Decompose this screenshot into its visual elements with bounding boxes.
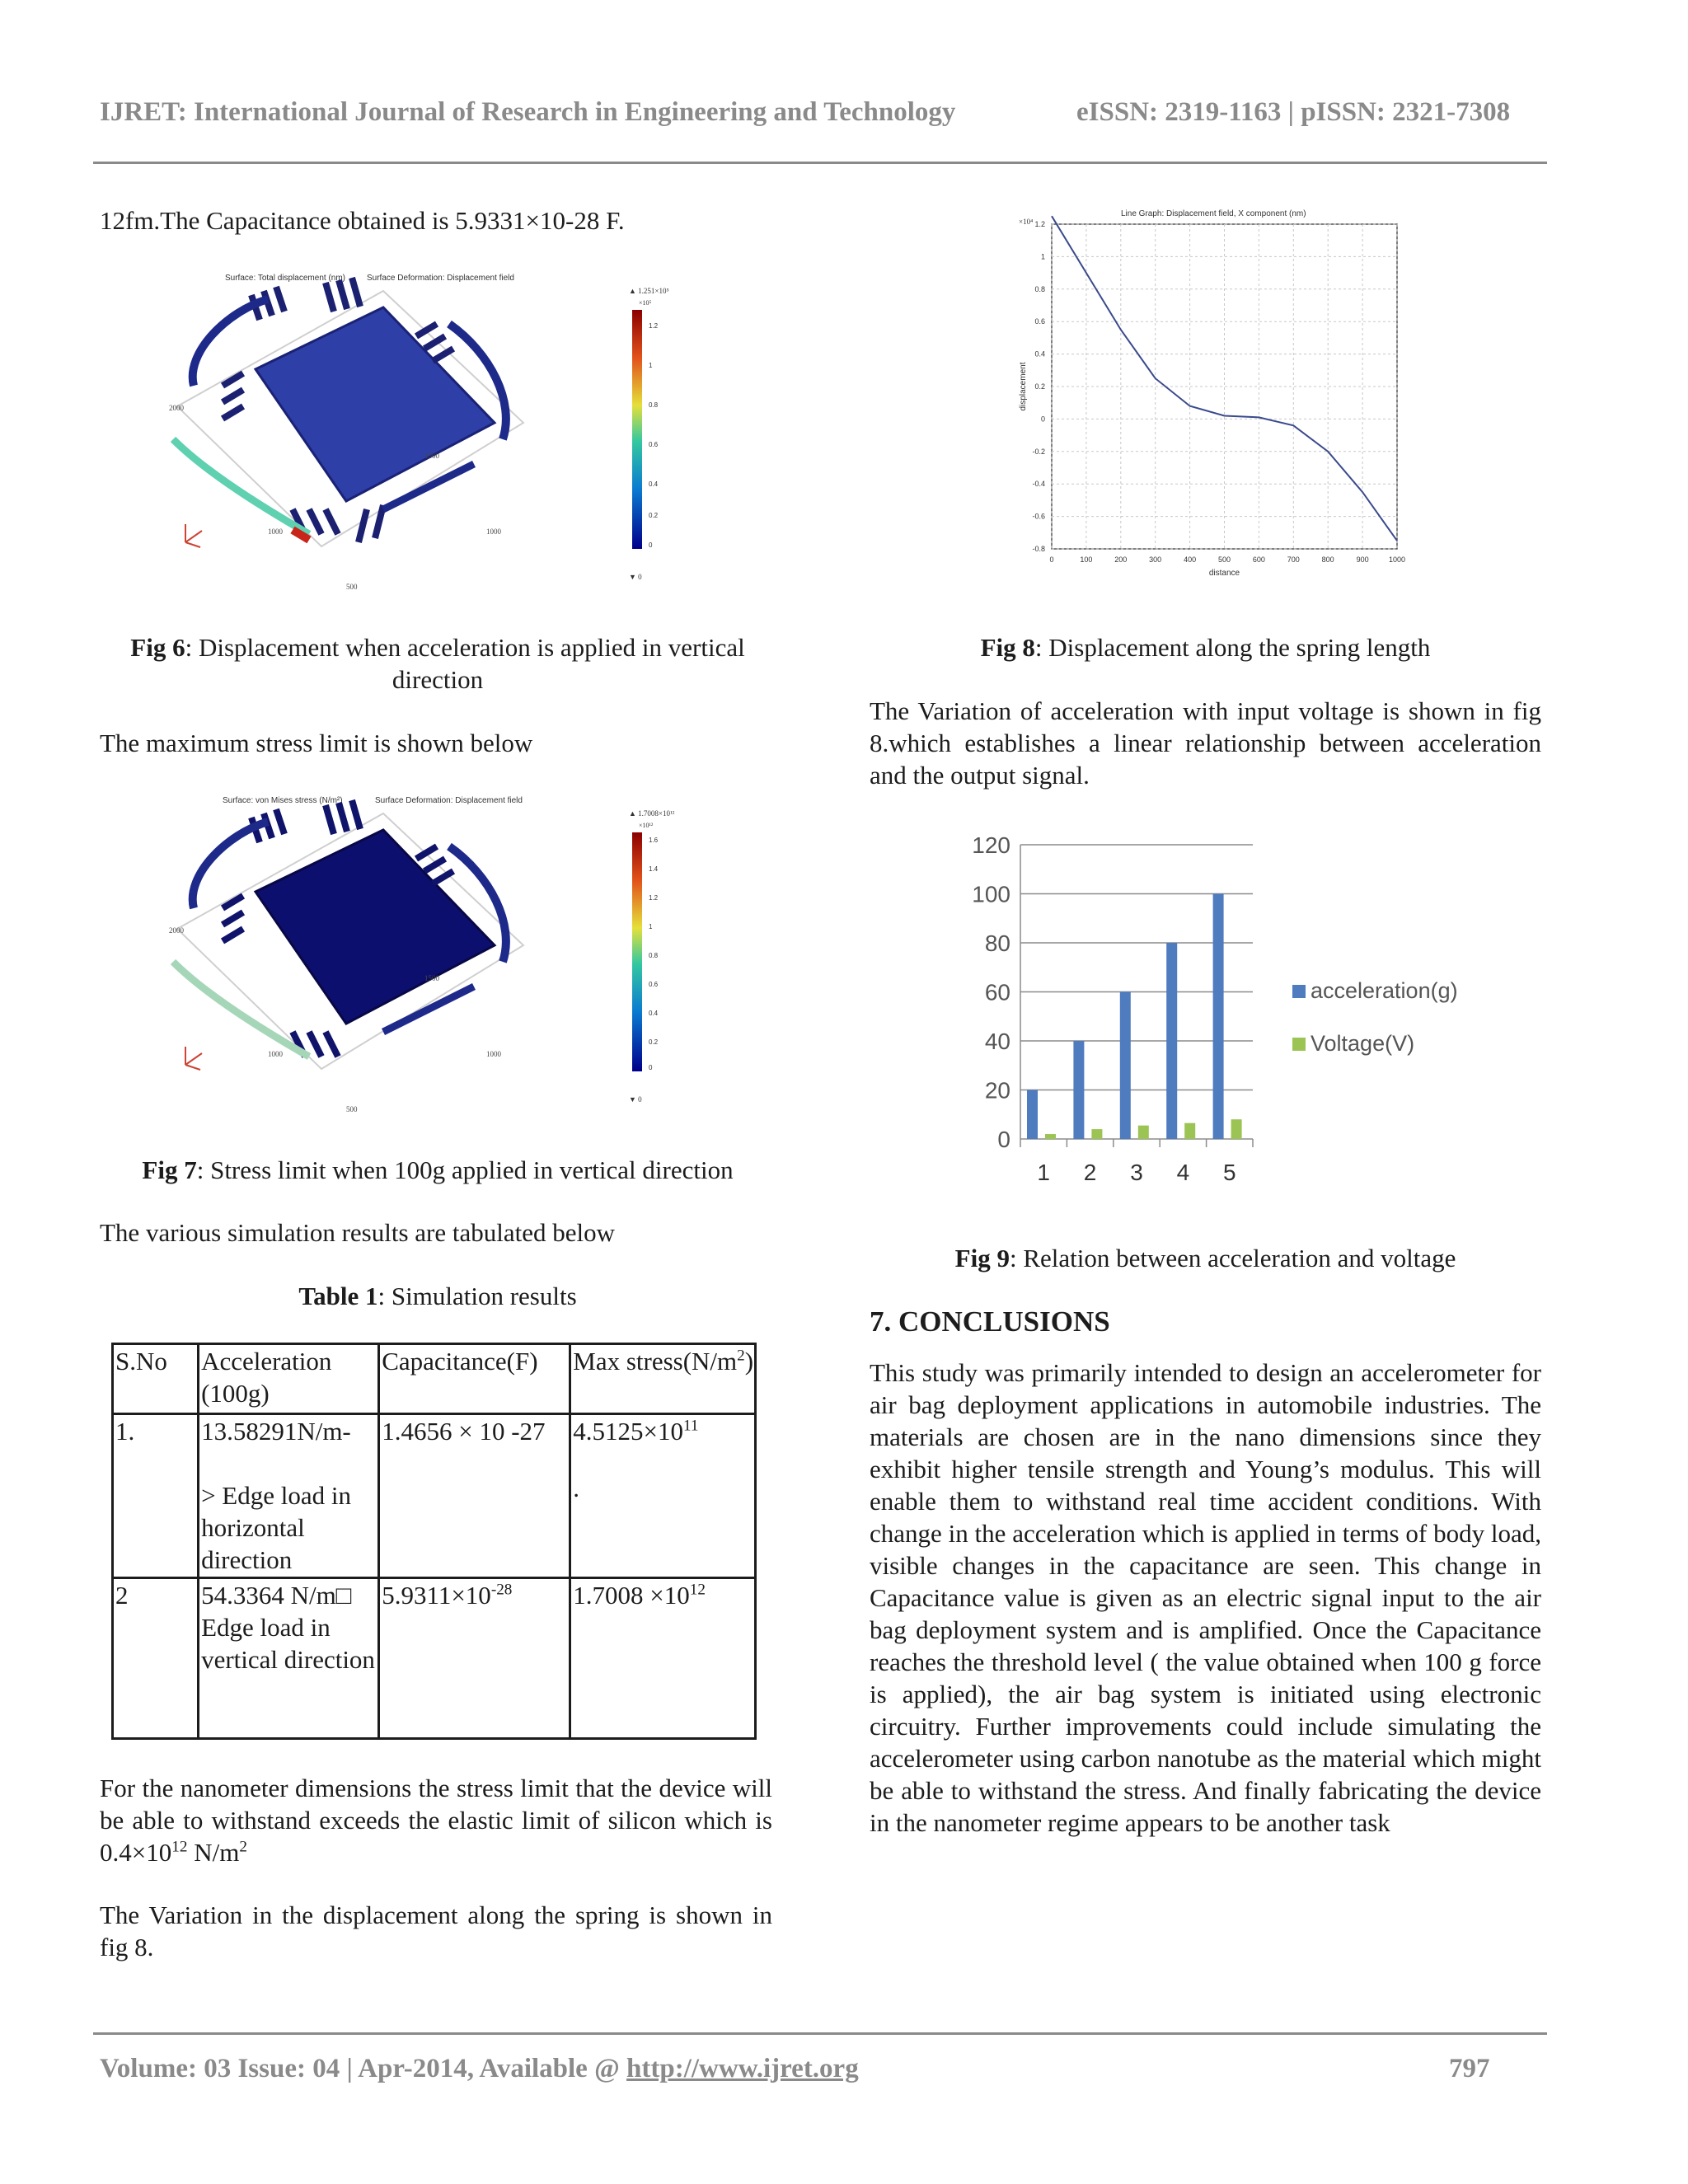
fig9-bar-voltage	[1091, 1129, 1102, 1139]
fig6-spring-c	[173, 439, 309, 534]
variation-paragraph: The Variation of acceleration with input voltage is shown in fig 8.which establishes a linear relationship between acceleration and the output signal.	[870, 696, 1541, 790]
fig6-axis-1500: 1500	[424, 452, 439, 460]
fig6-svg	[169, 262, 705, 600]
fig8-caption-text: : Displacement along the spring length	[1034, 633, 1431, 662]
table-row	[113, 1414, 756, 1578]
cell-stress-text: 1.7008 ×10	[573, 1581, 690, 1610]
fig9-x-tick: 1	[1037, 1160, 1050, 1185]
fig8-y-tick: 1	[1040, 252, 1045, 261]
fig7-axis-1000a: 1000	[268, 1050, 283, 1058]
conclusions-heading: 7. CONCLUSIONS	[870, 1305, 1110, 1338]
fig7-tick: 0.2	[649, 1038, 659, 1046]
cell-sno: 2	[113, 1578, 199, 1739]
fig7-spring-c	[173, 962, 309, 1057]
fig9-chart	[940, 820, 1484, 1207]
fig9-y-tick: 100	[972, 881, 1010, 907]
fig6-axes-triad	[185, 524, 202, 547]
fig8-x-tick: 700	[1287, 555, 1300, 564]
fig6-caption-text: : Displacement when acceleration is applied in vertical direction	[185, 633, 745, 694]
fig7-tick: 0.8	[649, 952, 659, 959]
fig8-y-tick: 1.2	[1034, 220, 1045, 228]
table-row	[113, 1578, 756, 1739]
th-max-stress-close: )	[744, 1347, 754, 1376]
fig8-x-tick: 400	[1184, 555, 1197, 564]
fig6-tick: 0	[649, 541, 653, 549]
header-rule	[93, 162, 1547, 164]
fig9-bar-acceleration	[1027, 1090, 1038, 1140]
th-max-stress	[570, 1344, 756, 1414]
cell-capacitance	[379, 1578, 570, 1739]
fig9-bar-voltage	[1045, 1134, 1056, 1139]
fig7-svg	[169, 785, 705, 1122]
fig9-label: Fig 9	[954, 1244, 1010, 1272]
fig9-x-tick: 5	[1223, 1160, 1236, 1185]
footer-rule	[93, 2032, 1547, 2035]
fig7-axis-500: 500	[346, 1105, 358, 1113]
fig9-bar-acceleration	[1073, 1041, 1084, 1139]
cell-acc-b: > Edge load in horizontal direction	[201, 1481, 351, 1574]
fig6-plot-title-b: Surface Deformation: Displacement field	[367, 274, 514, 283]
fig8-x-tick: 600	[1252, 555, 1265, 564]
fig7-tick: 1	[649, 923, 653, 930]
fig9-y-tick: 60	[984, 979, 1010, 1005]
footer-volume	[100, 2054, 859, 2084]
stress-para-b: N/m	[187, 1838, 240, 1867]
page-number: 797	[1449, 2054, 1490, 2083]
fig8-x-tick: 800	[1321, 555, 1334, 564]
fig8-y-tick: -0.4	[1032, 480, 1045, 489]
fig9-y-tick: 40	[984, 1029, 1010, 1054]
stress-para-a: For the nanometer dimensions the stress limit that the device will be able to withstand exceeds the elastic limit of silicon which is 0.4×10	[100, 1774, 772, 1867]
fig9-bar-voltage	[1184, 1123, 1195, 1139]
fig9-x-tick: 2	[1083, 1160, 1097, 1185]
cell-sno: 1.	[113, 1414, 199, 1578]
fig6-min-label: ▼ 0	[629, 573, 642, 581]
table-header-row	[113, 1344, 756, 1414]
fig7-caption-text: : Stress limit when 100g applied in vertical direction	[196, 1155, 734, 1184]
th-max-stress-sup: 2	[737, 1347, 745, 1365]
stress-intro: The maximum stress limit is shown below	[100, 729, 533, 757]
fig8-svg	[1014, 204, 1409, 600]
fig6-label: Fig 6	[130, 633, 185, 662]
fig8-x-tick: 1000	[1388, 555, 1406, 564]
cell-stress-sup: 11	[682, 1417, 699, 1435]
fig7-max-label: ▲ 1.7008×10¹²	[629, 809, 675, 818]
cell-stress-sup: 12	[689, 1581, 706, 1599]
table1-label: Table 1	[298, 1282, 378, 1310]
fig6-tick: 0.8	[649, 401, 659, 409]
fig7-tick: 0	[649, 1064, 653, 1071]
fig9-x-tick: 4	[1176, 1160, 1190, 1185]
fig9-bar-acceleration	[1213, 894, 1224, 1140]
fig6-plot-title-a: Surface: Total displacement (nm)	[225, 274, 345, 283]
fig6-tick: 0.6	[649, 441, 659, 448]
fig9-bar-acceleration	[1120, 992, 1131, 1140]
fig8-y-tick: 0.8	[1034, 284, 1045, 293]
fig6-axis-1000a: 1000	[268, 527, 283, 536]
fig9-caption-text: : Relation between acceleration and voltage	[1009, 1244, 1456, 1272]
fig7-axis-2000: 2000	[169, 926, 184, 935]
fig7-label: Fig 7	[142, 1155, 197, 1184]
fig7-axis-1500: 1500	[424, 974, 439, 982]
fig7-tick: 0.6	[649, 981, 659, 988]
table1-caption-text: : Simulation results	[377, 1282, 577, 1310]
fig6-scale-exp: ×10⁵	[639, 299, 652, 307]
fig6-axis-1000b: 1000	[486, 527, 501, 536]
fig8-y-tick: -0.6	[1032, 512, 1045, 521]
fig6-tick: 0.2	[649, 512, 659, 519]
cell-acc-a: 13.58291N/m-	[201, 1417, 351, 1446]
fig8-y-tick: 0.6	[1034, 317, 1045, 326]
fig7-plot-title-b: Surface Deformation: Displacement field	[375, 796, 523, 805]
fig7-simulation	[169, 785, 705, 1122]
cell-stress	[570, 1578, 756, 1739]
fig6-tick: 1	[649, 362, 653, 369]
footer-url-link[interactable]: http://www.ijret.org	[626, 2054, 859, 2083]
fig8-y-tick: -0.2	[1032, 447, 1045, 456]
th-acceleration: Acceleration (100g)	[199, 1344, 379, 1414]
th-capacitance: Capacitance(F)	[379, 1344, 570, 1414]
fig8-x-tick: 200	[1114, 555, 1128, 564]
stress-para-sup: 12	[171, 1838, 188, 1856]
fig8-caption	[870, 631, 1541, 663]
fig6-max-label: ▲ 1.251×10⁵	[629, 287, 669, 295]
fig9-y-tick: 120	[972, 832, 1010, 858]
fig7-min-label: ▼ 0	[629, 1095, 642, 1104]
fig9-bar-acceleration	[1166, 943, 1177, 1139]
cell-stress	[570, 1414, 756, 1578]
fig9-caption	[870, 1242, 1541, 1274]
issn: eISSN: 2319-1163 | pISSN: 2321-7308	[1076, 97, 1511, 127]
cell-capacitance: 1.4656 × 10 -27	[379, 1414, 570, 1578]
fig9-legend-label: acceleration(g)	[1311, 978, 1458, 1003]
fig6-tick: 1.2	[649, 322, 659, 330]
fig8-y-exp: ×10⁴	[1019, 218, 1034, 226]
cell-acceleration	[199, 1414, 379, 1578]
fig7-tick: 1.2	[649, 894, 659, 902]
fig9-y-tick: 20	[984, 1077, 1010, 1104]
fig8-chart	[1014, 204, 1409, 600]
stress-para-sup2: 2	[239, 1838, 247, 1856]
fig9-legend-label: Voltage(V)	[1311, 1031, 1415, 1056]
table1-caption	[100, 1280, 776, 1312]
fig8-ylabel: displacement	[1019, 362, 1028, 411]
fig9-bar-voltage	[1138, 1126, 1149, 1139]
fig7-tick: 1.6	[649, 837, 659, 844]
fig6-simulation	[169, 262, 705, 600]
journal-title: IJRET: International Journal of Research in Engineering and Technology	[100, 97, 956, 127]
fig7-axis-1000b: 1000	[486, 1050, 501, 1058]
th-sno: S.No	[113, 1344, 199, 1414]
fig6-axis-2000: 2000	[169, 404, 184, 412]
fig8-x-tick: 900	[1356, 555, 1369, 564]
cell-stress-dot: .	[573, 1474, 579, 1502]
fig8-x-tick: 500	[1217, 555, 1231, 564]
fig8-y-tick: 0.4	[1034, 349, 1045, 359]
intro-line: 12fm.The Capacitance obtained is 5.9331×10-28 F.	[100, 206, 625, 235]
fig7-scale-ticks	[649, 837, 659, 1071]
cell-stress-text: 4.5125×10	[573, 1417, 683, 1446]
fig6-tick: 0.4	[649, 480, 659, 488]
fig7-tick: 1.4	[649, 865, 659, 873]
fig7-scale-exp: ×10¹²	[639, 822, 654, 829]
fig9-svg	[940, 820, 1484, 1207]
displacement-paragraph: The Variation in the displacement along the spring is shown in fig 8.	[100, 1900, 772, 1961]
fig8-title: Line Graph: Displacement field, X component (nm)	[1121, 209, 1306, 218]
fig8-xlabel: distance	[1208, 569, 1240, 578]
fig6-axis-500: 500	[346, 583, 358, 591]
fig6-colorbar	[632, 310, 642, 549]
simulation-table	[111, 1343, 757, 1740]
fig9-x-tick: 3	[1130, 1160, 1143, 1185]
cell-acceleration: 54.3364 N/m□ Edge load in vertical direction	[199, 1578, 379, 1739]
th-max-stress-text: Max stress(N/m	[573, 1347, 738, 1376]
fig6-caption	[100, 631, 776, 696]
fig7-plot-title-a: Surface: von Mises stress (N/m²)	[223, 796, 343, 805]
cell-cap-sup: -28	[490, 1581, 513, 1599]
fig8-y-tick: 0	[1040, 415, 1045, 424]
fig8-x-tick: 300	[1149, 555, 1162, 564]
fig9-bar-voltage	[1231, 1119, 1242, 1139]
fig7-colorbar	[632, 832, 642, 1071]
fig9-y-tick: 0	[997, 1127, 1010, 1152]
fig7-tick: 0.4	[649, 1010, 659, 1017]
fig8-y-tick: 0.2	[1034, 382, 1045, 391]
fig7-caption	[100, 1154, 776, 1186]
stress-paragraph	[100, 1772, 772, 1868]
cell-cap-text: 5.9311×10	[382, 1581, 491, 1610]
fig8-x-tick: 0	[1049, 555, 1054, 564]
fig9-y-tick: 80	[984, 930, 1010, 956]
fig9-legend-swatch	[1292, 985, 1306, 998]
fig8-label: Fig 8	[980, 633, 1035, 662]
fig9-legend-swatch	[1292, 1038, 1306, 1051]
footer-volume-text: Volume: 03 Issue: 04 | Apr-2014, Available @	[100, 2054, 627, 2083]
fig7-axes-triad	[185, 1047, 202, 1070]
fig6-scale-ticks	[649, 322, 659, 549]
fig8-x-tick: 100	[1080, 555, 1093, 564]
conclusions-paragraph: This study was primarily intended to design an accelerometer for air bag deployment applications in automobile industries. The materials are chosen are in the nano dimensions since they exhibit higher tensile strength and Young’s modulus. This will enable them to withstand real time accident conditions. With change in the acceleration which is applied in terms of body load, visible changes in the capacitance are seen. This change in Capacitance value is given as an electric signal input to the air bag deployment system and is amplified. Once the Capacitance reaches the threshold level ( the value obtained when 100 g force is applied), the air bag system is initiated using electronic circuitry. Further improvements could include simulating the accelerometer using carbon nanotube as the material which might be able to withstand the stress. And finally fabricating the device in the nanometer regime appears to be another task	[870, 1358, 1541, 1837]
table-intro: The various simulation results are tabulated below	[100, 1218, 615, 1247]
fig8-y-tick: -0.8	[1032, 545, 1045, 553]
